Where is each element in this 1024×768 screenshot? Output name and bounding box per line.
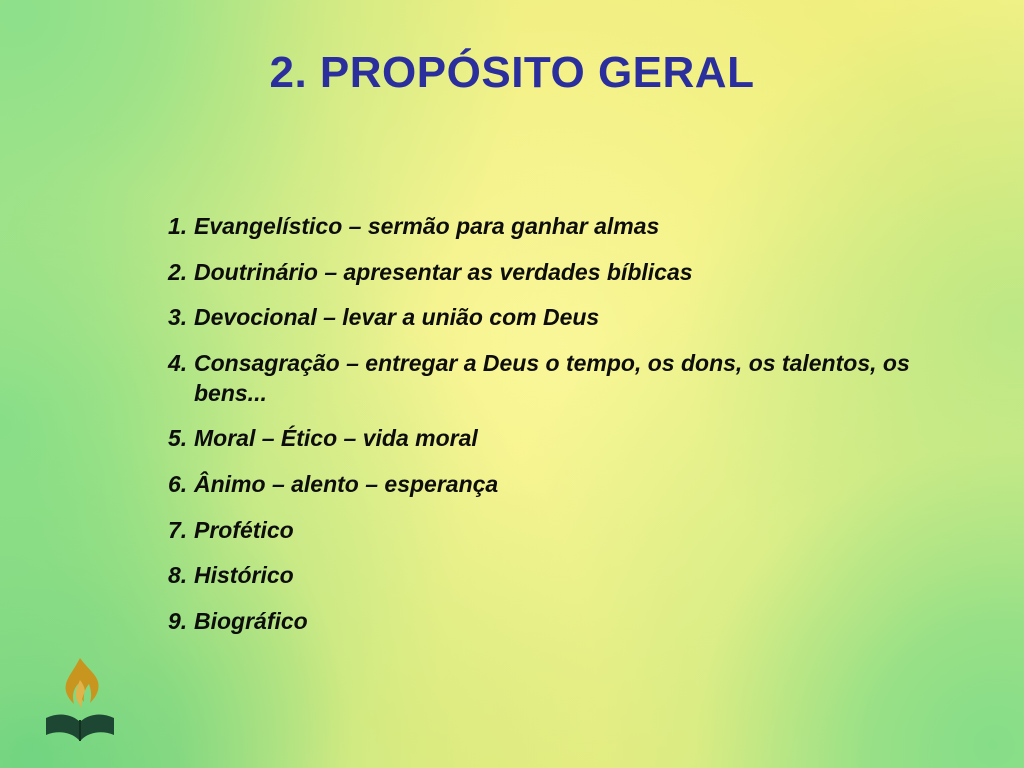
list-item bbox=[168, 516, 958, 546]
list-item bbox=[168, 258, 958, 288]
list-item-number: 6. bbox=[168, 470, 188, 497]
list-item-number: 8. bbox=[168, 562, 188, 589]
list-item-label: Doutrinário – apresentar as verdades bíblicas bbox=[194, 258, 693, 285]
list-item bbox=[168, 470, 958, 500]
list-item-number: 1. bbox=[168, 213, 188, 239]
list-item-label: Evangelístico – sermão para ganhar almas bbox=[194, 213, 660, 239]
list-item-number: 5. bbox=[168, 425, 188, 452]
list-item-number: 7. bbox=[168, 516, 188, 543]
list-item bbox=[168, 424, 958, 454]
list-item-label: Histórico bbox=[194, 562, 294, 589]
adventist-flame-logo-icon bbox=[40, 656, 120, 744]
list-item bbox=[168, 607, 958, 637]
list-item bbox=[168, 212, 958, 242]
list-item-number: 4. bbox=[168, 349, 188, 376]
list-item-label: Profético bbox=[194, 516, 294, 543]
list-item-label: Ânimo – alento – esperança bbox=[194, 470, 499, 497]
list-item-label: Devocional – levar a união com Deus bbox=[194, 304, 600, 331]
list-item-number: 2. bbox=[168, 258, 188, 285]
list-item bbox=[168, 349, 958, 408]
list-item-label: Moral – Ético – vida moral bbox=[194, 425, 478, 452]
page-title: 2. PROPÓSITO GERAL bbox=[269, 48, 755, 97]
list-item bbox=[168, 561, 958, 591]
purpose-list bbox=[168, 212, 958, 653]
list-item-label: Biográfico bbox=[194, 607, 308, 634]
list-item-label: Consagração – entregar a Deus o tempo, os dons, os talentos, os bens... bbox=[194, 349, 910, 406]
list-item-number: 9. bbox=[168, 607, 188, 634]
list-item-number: 3. bbox=[168, 304, 188, 331]
list-item bbox=[168, 303, 958, 333]
